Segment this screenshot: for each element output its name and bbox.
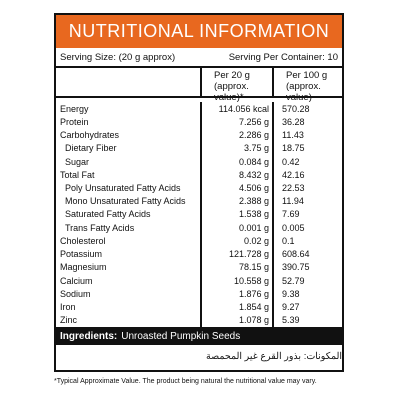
- ingredients-arabic: المكونات: بذور القرع غير المحمصة: [206, 350, 342, 362]
- per20-value: 1.078 g: [200, 314, 272, 327]
- table-row: [56, 181, 342, 194]
- per20-value: 8.432 g: [200, 168, 272, 181]
- per20-value: 0.02 g: [200, 234, 272, 247]
- per100-value: 42.16: [272, 168, 342, 181]
- nutrient-name: Zinc: [60, 315, 78, 326]
- per20-value: 2.286 g: [200, 128, 272, 141]
- per100-value: 52.79: [272, 274, 342, 287]
- table-row: [56, 115, 342, 128]
- per100-value: 5.39: [272, 314, 342, 327]
- per100-value: 608.64: [272, 248, 342, 261]
- per20-value: 121.728 g: [200, 248, 272, 261]
- per20-value: 0.001 g: [200, 221, 272, 234]
- per100-value: 570.28: [272, 102, 342, 115]
- nutrient-name: Energy: [60, 103, 89, 114]
- per100-value: 9.27: [272, 301, 342, 314]
- nutrient-name: Mono Unsaturated Fatty Acids: [65, 196, 186, 207]
- nutrient-name: Calcium: [60, 275, 93, 286]
- table-row: [56, 142, 342, 155]
- nutrient-name: Total Fat: [60, 169, 95, 180]
- per100-header-line1: Per 100 g: [286, 70, 328, 81]
- nutrient-name: Potassium: [60, 249, 103, 260]
- per100-value: 22.53: [272, 181, 342, 194]
- table-row: [56, 168, 342, 181]
- table-row: [56, 274, 342, 287]
- table-row: [56, 155, 342, 168]
- per100-value: 11.94: [272, 195, 342, 208]
- nutrient-rows: [56, 98, 342, 327]
- per100-value: 0.1: [272, 234, 342, 247]
- nutrient-name: Saturated Fatty Acids: [65, 209, 151, 220]
- serving-size: Serving Size: (20 g approx): [60, 51, 176, 63]
- table-row: [56, 234, 342, 247]
- per20-value: 1.854 g: [200, 301, 272, 314]
- per20-value: 7.256 g: [200, 115, 272, 128]
- per100-value: 390.75: [272, 261, 342, 274]
- nutrient-name: Trans Fatty Acids: [65, 222, 135, 233]
- per20-column-header: [200, 68, 272, 103]
- nutrient-name: Dietary Fiber: [65, 143, 117, 154]
- table-row: [56, 248, 342, 261]
- table-row: [56, 301, 342, 314]
- per100-value: 36.28: [272, 115, 342, 128]
- nutrient-name: Sugar: [65, 156, 90, 167]
- column-headers: [56, 68, 342, 103]
- per20-value: 10.558 g: [200, 274, 272, 287]
- per100-value: 18.75: [272, 142, 342, 155]
- nutrition-panel: [54, 13, 344, 372]
- nutrient-name: Poly Unsaturated Fatty Acids: [65, 183, 181, 194]
- nutrient-name: Iron: [60, 302, 76, 313]
- per20-value: 1.538 g: [200, 208, 272, 221]
- per20-header-line1: Per 20 g: [214, 70, 250, 81]
- per100-value: 9.38: [272, 287, 342, 300]
- per20-header-line2: (approx. value)*: [214, 81, 249, 103]
- per20-value: 114.056 kcal: [200, 102, 272, 115]
- table-row: [56, 102, 342, 115]
- serving-info: [56, 48, 342, 68]
- nutrient-name: Cholesterol: [60, 235, 106, 246]
- per20-value: 78.15 g: [200, 261, 272, 274]
- footnote: *Typical Approximate Value. The product being natural the nutritional value may vary.: [54, 378, 317, 385]
- per100-value: 0.42: [272, 155, 342, 168]
- ingredients-bar: [56, 327, 342, 345]
- ingredients-text: Unroasted Pumpkin Seeds: [121, 330, 241, 342]
- per100-value: 0.005: [272, 221, 342, 234]
- per100-value: 7.69: [272, 208, 342, 221]
- servings-per-container: Serving Per Container: 10: [228, 51, 338, 63]
- nutrient-name: Protein: [60, 116, 89, 127]
- table-row: [56, 261, 342, 274]
- per100-value: 11.43: [272, 128, 342, 141]
- nutrient-name: Magnesium: [60, 262, 107, 273]
- table-row: [56, 314, 342, 327]
- panel-title: NUTRITIONAL INFORMATION: [56, 15, 342, 48]
- table-row: [56, 221, 342, 234]
- table-row: [56, 208, 342, 221]
- nutrient-name: Sodium: [60, 288, 91, 299]
- per20-value: 4.506 g: [200, 181, 272, 194]
- table-row: [56, 195, 342, 208]
- per20-value: 1.876 g: [200, 287, 272, 300]
- table-row: [56, 287, 342, 300]
- table-row: [56, 128, 342, 141]
- per20-value: 2.388 g: [200, 195, 272, 208]
- per100-header-line2: (approx. value): [286, 81, 321, 103]
- per20-value: 0.084 g: [200, 155, 272, 168]
- nutrient-name: Carbohydrates: [60, 130, 120, 141]
- ingredients-label: Ingredients:: [60, 330, 118, 342]
- per100-column-header: [272, 68, 342, 103]
- nutrient-column-header: [56, 68, 200, 96]
- per20-value: 3.75 g: [200, 142, 272, 155]
